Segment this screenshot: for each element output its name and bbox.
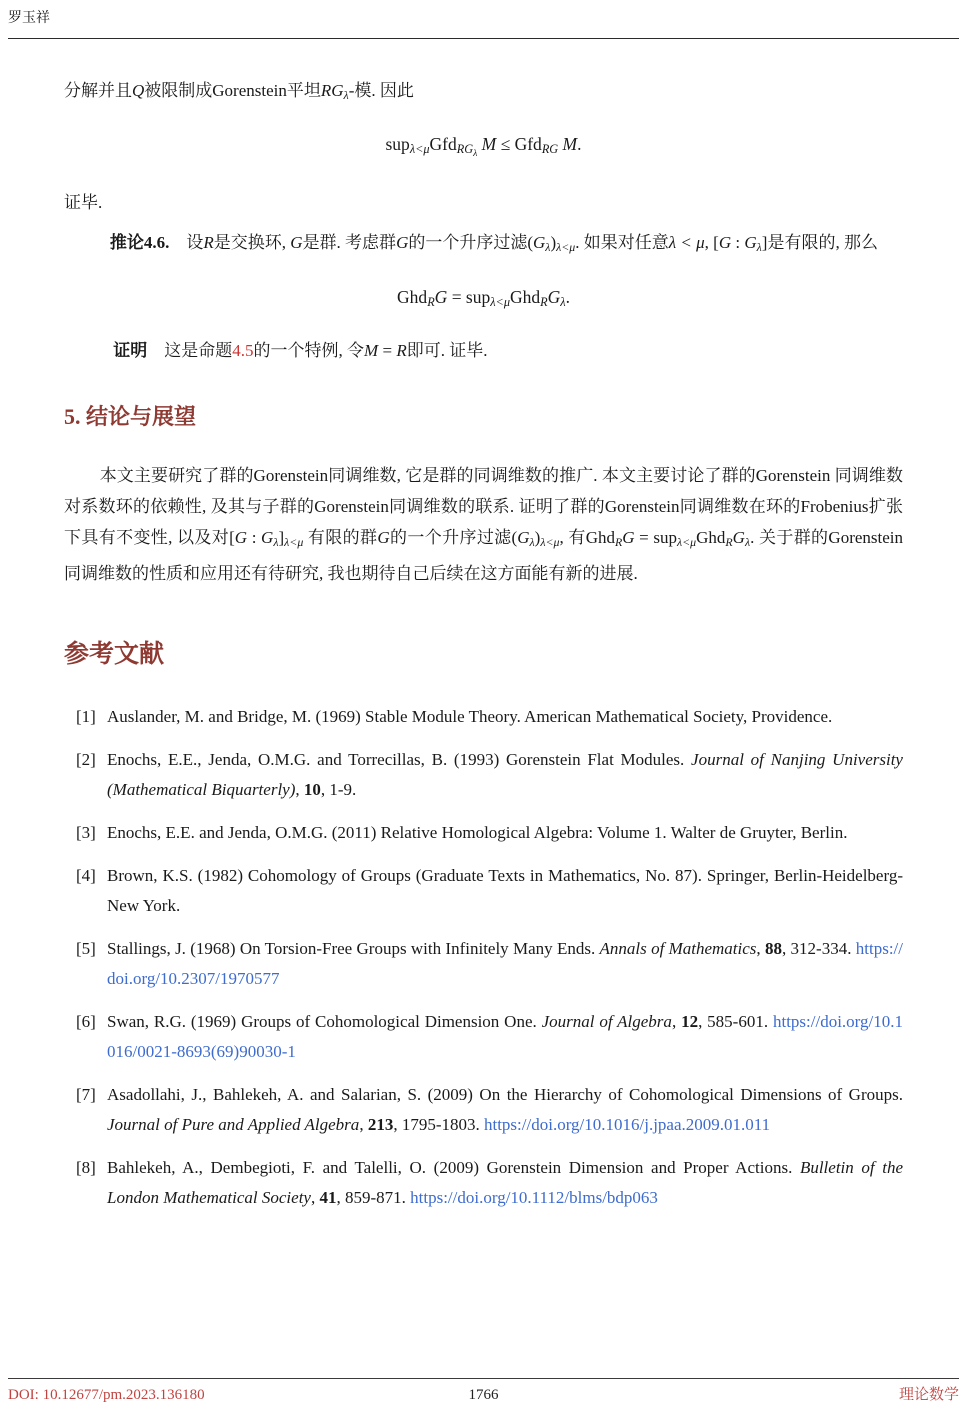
text-segment: , <box>359 1114 368 1134</box>
text-segment: , <box>310 1187 320 1207</box>
text-segment: R <box>427 294 435 309</box>
text-segment: 41 <box>319 1187 337 1207</box>
text-segment: 本文主要研究了群的Gorenstein同调维数, 它是群的同调维数的推广. 本文主要讨论了群的Gorenstein 同调维数对系数环的依赖性, 及其与子群的Gorenstein同调维数的联系. 证明了群的Gorenstein同调维数在环的Frobenius扩张下具有不变性, 以及对[ <box>64 465 903 547</box>
text-segment: 推论4.6. <box>109 232 170 252</box>
text-segment: 被限制成Gorenstein平坦 <box>144 81 321 100</box>
text-segment: ] <box>278 527 285 547</box>
text-segment: : <box>731 232 745 252</box>
text-segment: 即可. 证毕. <box>406 340 488 360</box>
text-segment: . <box>565 286 570 307</box>
text-segment: Enochs, E.E. and Jenda, O.M.G. (2011) Relative Homological Algebra: Volume 1. Walter de Gruyter, Berlin. <box>107 822 848 842</box>
reference-text <box>107 750 903 799</box>
text-segment: RG <box>456 142 474 157</box>
running-head-author: 罗玉祥 <box>8 11 50 26</box>
text-segment: λ<μ <box>556 239 576 254</box>
doi-link[interactable]: https://doi.org/10.1016/j.jpaa.2009.01.011 <box>483 1114 771 1134</box>
text-segment: 12 <box>681 1011 699 1031</box>
text-segment: 证明 <box>113 340 148 360</box>
text-segment: 4.5 <box>232 340 254 360</box>
text-segment: λ <box>560 294 566 309</box>
reference-item <box>64 934 903 994</box>
reference-number: [3] <box>76 822 96 842</box>
text-segment: R <box>614 534 623 549</box>
paper-content <box>64 76 903 1213</box>
text-segment: λ<μ <box>676 534 697 549</box>
text-segment: 设 <box>169 232 204 252</box>
text-segment: , 312-334. <box>781 938 856 958</box>
text-segment: 10 <box>303 779 321 799</box>
page-footer <box>8 1378 959 1414</box>
text-segment: = sup <box>634 527 677 547</box>
reference-number: [2] <box>76 749 96 769</box>
text-segment: Brown, K.S. (1982) Cohomology of Groups (Graduate Texts in Mathematics, No. 87). Springer, Berlin-Heidelberg-New York. <box>107 865 903 915</box>
reference-item <box>64 1153 903 1213</box>
paragraph-continuation <box>64 76 903 110</box>
text-segment: λ <box>529 534 535 549</box>
text-segment: G <box>517 527 530 547</box>
reference-number: [1] <box>76 706 96 726</box>
reference-number: [6] <box>76 1011 96 1031</box>
text-segment: , 有Ghd <box>559 527 615 547</box>
text-segment: , <box>295 779 304 799</box>
text-segment: 分解并且 <box>64 81 132 100</box>
text-segment: λ <box>273 534 279 549</box>
qed-text: 证毕. <box>64 192 103 212</box>
reference-item <box>64 702 903 732</box>
text-segment: Auslander, M. and Bridge, M. (1969) Stable Module Theory. American Mathematical Society, Providence. <box>107 706 833 726</box>
corollary-4-6 <box>64 227 903 263</box>
text-segment: λ<μ <box>409 142 430 157</box>
text-segment: G <box>377 527 390 547</box>
text-segment: 这是命题 <box>147 340 233 360</box>
text-segment: Journal of Pure and Applied Algebra <box>107 1114 360 1134</box>
text-segment: : <box>247 527 262 547</box>
text-segment: . 如果对任意 <box>575 232 669 252</box>
text-segment: R <box>540 294 548 309</box>
text-segment: Stallings, J. (1968) On Torsion-Free Groups with Infinitely Many Ends. <box>107 938 600 958</box>
reference-text <box>107 823 847 842</box>
text-segment: λ <box>744 534 751 549</box>
text-segment: λ <box>473 147 478 159</box>
text-segment: , 585-601. <box>698 1011 773 1031</box>
text-segment: G <box>622 527 635 547</box>
doi-link[interactable]: https://doi.org/10.1016/0021-8693(69)90030-1 <box>107 1011 904 1061</box>
text-segment: λ<μ <box>284 534 304 549</box>
reference-item <box>64 861 903 921</box>
formula-ghd-sup <box>64 284 903 315</box>
reference-list <box>64 702 903 1213</box>
page-header <box>0 0 967 39</box>
reference-text <box>107 939 903 988</box>
reference-number: [8] <box>76 1157 96 1177</box>
text-segment: ) <box>550 232 557 252</box>
text-segment: Enochs, E.E., Jenda, O.M.G. and Torrecillas, B. (1993) Gorenstein Flat Modules. <box>107 749 692 769</box>
doi-link[interactable]: https://doi.org/10.1112/blms/bdp063 <box>410 1187 658 1207</box>
text-segment: RG <box>320 81 344 100</box>
text-segment: G <box>744 232 757 252</box>
proof-text <box>64 336 903 366</box>
text-segment: λ <box>756 239 762 254</box>
conclusion-paragraph <box>64 460 903 589</box>
text-segment: 213 <box>367 1114 394 1134</box>
text-segment: Bulletin of the London Mathematical Society <box>107 1157 903 1207</box>
text-segment: λ < μ <box>668 232 705 252</box>
header-rule <box>8 38 959 39</box>
text-segment: RG <box>541 142 559 157</box>
formula-gfd-sup <box>64 131 903 167</box>
text-segment: M <box>558 133 578 154</box>
journal-name: 理论数学 <box>898 1387 959 1403</box>
reference-number: [5] <box>76 938 96 958</box>
section-5-heading: 5. 结论与展望 <box>64 403 197 429</box>
reference-item <box>64 1007 903 1067</box>
text-segment: , 1-9. <box>320 779 357 799</box>
text-segment: 的一个升序过滤( <box>408 232 534 252</box>
text-segment: Swan, R.G. (1969) Groups of Cohomological Dimension One. <box>107 1011 542 1031</box>
text-segment: R <box>396 340 407 360</box>
reference-text <box>107 707 832 726</box>
reference-number: [7] <box>76 1084 96 1104</box>
text-segment: R <box>203 232 214 252</box>
text-segment: Journal of Algebra <box>541 1011 672 1031</box>
text-segment: G <box>732 527 745 547</box>
text-segment: Gfd <box>429 133 457 154</box>
doi-link[interactable]: https://doi.org/10.2307/1970577 <box>107 938 903 988</box>
text-segment: R <box>725 534 733 549</box>
text-segment: , 859-871. <box>336 1187 411 1207</box>
text-segment: G <box>261 527 274 547</box>
text-segment: ]是有限的, 那么 <box>761 232 878 252</box>
text-segment: 的一个升序过滤( <box>389 527 518 547</box>
text-segment: λ <box>545 239 551 254</box>
text-segment: = sup <box>447 286 491 307</box>
footer-row <box>8 1385 959 1405</box>
reference-item <box>64 818 903 848</box>
reference-text <box>107 1012 903 1061</box>
text-segment: G <box>290 232 303 252</box>
reference-number: [4] <box>76 865 96 885</box>
text-segment: . <box>577 133 582 154</box>
reference-item <box>64 1080 903 1140</box>
text-segment: λ<μ <box>540 534 560 549</box>
text-segment: Asadollahi, J., Bahlekeh, A. and Salarian, S. (2009) On the Hierarchy of Cohomological Dimensions of Groups. <box>107 1084 903 1104</box>
text-segment: Ghd <box>397 286 428 307</box>
text-segment: Bahlekeh, A., Dembegioti, F. and Talelli, O. (2009) Gorenstein Dimension and Proper Actions. <box>107 1157 800 1177</box>
reference-text <box>107 1085 903 1134</box>
text-segment: = <box>378 340 397 360</box>
text-segment: Ghd <box>696 527 726 547</box>
text-segment: 88 <box>764 938 782 958</box>
reference-text <box>107 866 903 915</box>
text-segment: -模. 因此 <box>348 81 414 100</box>
text-segment: G <box>434 286 448 307</box>
text-segment: , 1795-1803. <box>393 1114 484 1134</box>
text-segment: Ghd <box>509 286 541 307</box>
text-segment: 有限的群 <box>303 527 378 547</box>
text-segment: . 关于群的Gorenstein 同调维数的性质和应用还有待研究, 我也期待自己后续在这方面能有新的进展. <box>64 527 904 583</box>
text-segment: , <box>756 938 765 958</box>
text-segment: G <box>234 527 248 547</box>
text-segment: M <box>477 133 497 154</box>
text-segment: 的一个特例, 令 <box>253 340 365 360</box>
text-segment: M <box>364 340 379 360</box>
text-segment: G <box>547 286 561 307</box>
text-segment: G <box>718 232 732 252</box>
text-segment: ) <box>534 527 541 547</box>
text-segment: λ<μ <box>490 294 510 309</box>
text-segment: G <box>533 232 546 252</box>
text-segment: λ <box>343 87 349 102</box>
text-segment: sup <box>385 133 410 154</box>
references-heading: 参考文献 <box>64 640 165 668</box>
text-segment: 是交换环, <box>213 232 291 252</box>
reference-text <box>107 1158 903 1207</box>
text-segment: 是群. 考虑群 <box>302 232 397 252</box>
doi-text[interactable]: DOI: 10.12677/pm.2023.136180 <box>8 1387 205 1403</box>
text-segment: G <box>396 232 409 252</box>
text-segment: Annals of Mathematics <box>599 938 757 958</box>
text-segment: , [ <box>704 232 719 252</box>
text-segment: , <box>671 1011 682 1031</box>
reference-item <box>64 745 903 805</box>
text-segment: Q <box>132 81 145 100</box>
text-segment: Journal of Nanjing University (Mathematical Biquarterly) <box>107 749 903 799</box>
page-number: 1766 <box>468 1387 499 1403</box>
text-segment: ≤ Gfd <box>496 133 542 154</box>
